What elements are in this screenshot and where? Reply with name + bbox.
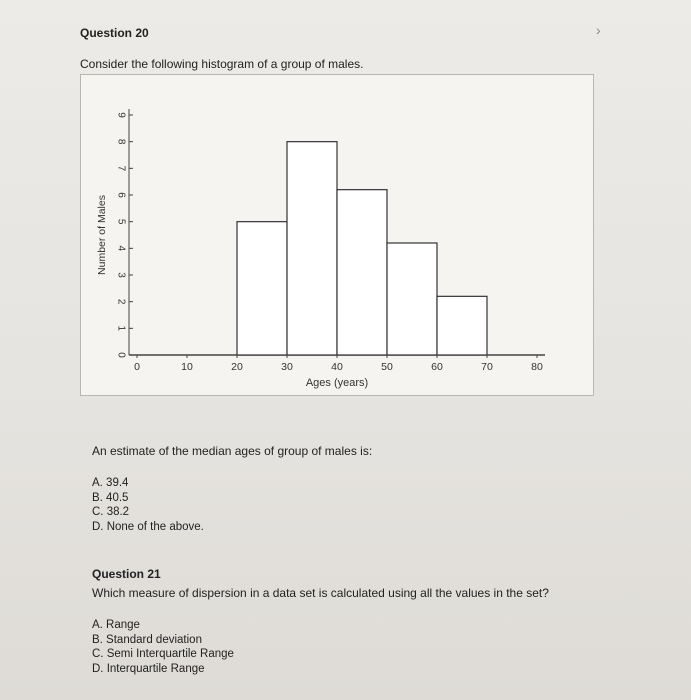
question-20-title: Question 20 (80, 26, 149, 40)
chevron-right-icon[interactable]: › (596, 22, 601, 38)
y-tick-label: 8 (115, 138, 127, 145)
question-20-intro: Consider the following histogram of a group of males. (80, 57, 364, 71)
question-21-option-d[interactable]: D. Interquartile Range (92, 662, 205, 675)
histogram-bar (337, 190, 387, 355)
question-21-title: Question 21 (92, 567, 161, 581)
histogram-bar (287, 142, 337, 355)
x-tick-label: 10 (181, 361, 193, 373)
question-20-option-c[interactable]: C. 38.2 (92, 506, 130, 518)
question-20-option-d[interactable]: D. None of the above. (92, 520, 204, 533)
x-tick-label: 50 (381, 361, 393, 373)
y-axis-label: Number of Males (96, 195, 108, 275)
histogram-bar (237, 222, 287, 355)
question-20-option-b[interactable]: B. 40.5 (92, 491, 129, 504)
x-tick-label: 70 (481, 361, 493, 373)
question-21-text: Which measure of dispersion in a data set is calculated using all the values in the set? (92, 586, 549, 600)
y-tick-label: 0 (115, 352, 127, 358)
x-axis-label: Ages (years) (305, 377, 369, 389)
question-20-text: An estimate of the median ages of group of males is: (92, 444, 373, 458)
y-tick-label: 9 (115, 112, 127, 118)
question-20-options (92, 476, 204, 534)
x-tick-label: 60 (431, 361, 443, 373)
question-21-options (92, 618, 234, 676)
x-tick-label: 80 (531, 361, 543, 373)
y-tick-label: 4 (115, 245, 127, 252)
y-tick-label: 1 (115, 325, 127, 332)
x-tick-label: 0 (134, 361, 140, 373)
question-21-option-a[interactable]: A. Range (92, 619, 140, 631)
y-tick-label: 2 (115, 298, 127, 305)
question-20-option-a[interactable]: A. 39.4 (92, 477, 129, 489)
question-21-option-c[interactable]: C. Semi Interquartile Range (92, 648, 234, 660)
histogram-bar (387, 243, 437, 355)
x-tick-label: 20 (231, 361, 243, 373)
question-21-option-b[interactable]: B. Standard deviation (92, 633, 202, 646)
y-tick-label: 3 (115, 272, 127, 278)
x-tick-label: 30 (281, 361, 293, 373)
histogram-chart (81, 75, 593, 395)
histogram-figure (80, 74, 594, 396)
histogram-bar (437, 296, 487, 355)
y-tick-label: 6 (115, 192, 127, 198)
y-tick-label: 7 (115, 165, 127, 172)
x-tick-label: 40 (331, 361, 343, 373)
y-tick-label: 5 (115, 218, 127, 225)
